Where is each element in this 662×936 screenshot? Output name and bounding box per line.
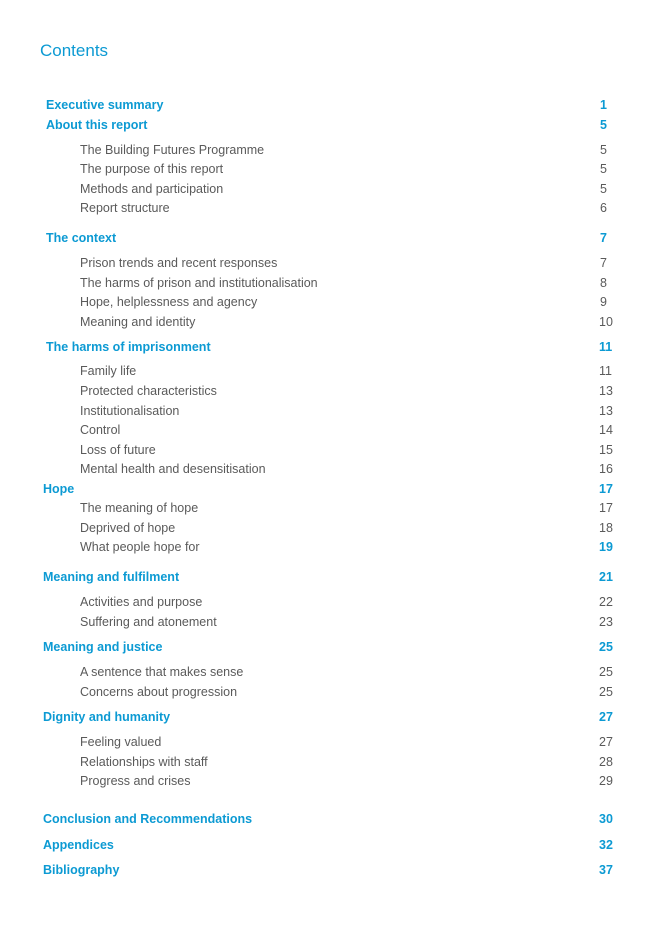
toc-subsection-entry[interactable]: [0, 182, 662, 200]
toc-entry-label: Hope: [43, 482, 75, 496]
toc-entry-label: Dignity and humanity: [43, 710, 171, 724]
toc-subsection-entry[interactable]: [0, 615, 662, 633]
page-title: Contents: [40, 41, 109, 60]
toc-entry-label: Family life: [80, 364, 137, 378]
toc-entry-label: Activities and purpose: [80, 595, 203, 609]
toc-entry-page-number: 23: [599, 615, 613, 629]
toc-entry-page-number: 1: [600, 98, 607, 112]
toc-entry-label: Institutionalisation: [80, 404, 180, 418]
toc-entry-label: Control: [80, 423, 121, 437]
toc-entry-page-number: 10: [599, 315, 613, 329]
toc-section-entry[interactable]: [0, 231, 662, 249]
toc-entry-page-number: 7: [600, 256, 607, 270]
toc-subsection-entry[interactable]: [0, 276, 662, 294]
toc-entry-page-number: 11: [599, 364, 612, 378]
toc-section-entry[interactable]: [0, 640, 662, 658]
toc-section-entry[interactable]: [0, 863, 662, 881]
toc-subsection-entry[interactable]: [0, 755, 662, 773]
toc-subsection-entry[interactable]: [0, 162, 662, 180]
toc-entry-label: Loss of future: [80, 443, 156, 457]
toc-entry-label: Appendices: [43, 838, 114, 852]
toc-entry-page-number: 15: [599, 443, 613, 457]
toc-entry-label: Meaning and identity: [80, 315, 196, 329]
toc-subsection-entry[interactable]: [0, 315, 662, 333]
toc-entry-label: Mental health and desensitisation: [80, 462, 266, 476]
toc-section-entry[interactable]: [0, 710, 662, 728]
toc-section-entry[interactable]: [0, 118, 662, 136]
toc-subsection-entry[interactable]: [0, 404, 662, 422]
toc-entry-page-number: 5: [600, 182, 607, 196]
toc-entry-label: Protected characteristics: [80, 384, 217, 398]
toc-subsection-entry[interactable]: [0, 443, 662, 461]
toc-entry-page-number: 28: [599, 755, 613, 769]
toc-subsection-entry[interactable]: [0, 423, 662, 441]
toc-entry-page-number: 14: [599, 423, 613, 437]
toc-entry-page-number: 13: [599, 404, 613, 418]
toc-entry-page-number: 9: [600, 295, 607, 309]
toc-section-entry[interactable]: [0, 482, 662, 500]
toc-subsection-entry[interactable]: [0, 735, 662, 753]
toc-subsection-entry[interactable]: [0, 201, 662, 219]
toc-section-entry[interactable]: [0, 570, 662, 588]
toc-subsection-entry[interactable]: [0, 256, 662, 274]
toc-entry-page-number: 25: [599, 685, 613, 699]
toc-entry-label: Methods and participation: [80, 182, 224, 196]
toc-entry-label: Report structure: [80, 201, 170, 215]
toc-entry-page-number: 25: [599, 665, 613, 679]
toc-entry-label: The harms of prison and institutionalisation: [80, 276, 318, 290]
toc-entry-page-number: 18: [599, 521, 613, 535]
toc-subsection-entry[interactable]: [0, 774, 662, 792]
toc-entry-page-number: 32: [599, 838, 613, 852]
toc-entry-page-number: 5: [600, 118, 607, 132]
toc-entry-label: Bibliography: [43, 863, 120, 877]
toc-entry-label: Relationships with staff: [80, 755, 208, 769]
toc-subsection-entry[interactable]: [0, 462, 662, 480]
toc-entry-page-number: 17: [599, 501, 613, 515]
toc-entry-page-number: 5: [600, 143, 607, 157]
toc-entry-page-number: 27: [599, 735, 613, 749]
toc-entry-label: Hope, helplessness and agency: [80, 295, 258, 309]
toc-subsection-entry[interactable]: [0, 501, 662, 519]
toc-subsection-entry[interactable]: [0, 665, 662, 683]
toc-entry-page-number: 16: [599, 462, 613, 476]
toc-entry-label: The meaning of hope: [80, 501, 199, 515]
toc-entry-page-number: 25: [599, 640, 613, 654]
toc-subsection-entry[interactable]: [0, 685, 662, 703]
toc-entry-label: The harms of imprisonment: [46, 340, 211, 354]
toc-subsection-entry[interactable]: [0, 384, 662, 402]
toc-entry-page-number: 19: [599, 540, 613, 554]
toc-entry-label: The context: [46, 231, 117, 245]
toc-entry-page-number: 37: [599, 863, 613, 877]
toc-section-entry[interactable]: [0, 812, 662, 830]
toc-section-entry[interactable]: [0, 340, 662, 358]
toc-subsection-entry[interactable]: [0, 364, 662, 382]
toc-entry-page-number: 21: [599, 570, 613, 584]
toc-entry-label: Meaning and fulfilment: [43, 570, 180, 584]
toc-entry-label: Deprived of hope: [80, 521, 176, 535]
toc-entry-label: Conclusion and Recommendations: [43, 812, 253, 826]
toc-section-entry[interactable]: [0, 838, 662, 856]
toc-entry-label: The Building Futures Programme: [80, 143, 265, 157]
toc-entry-page-number: 30: [599, 812, 613, 826]
toc-subsection-entry[interactable]: [0, 143, 662, 161]
toc-subsection-entry[interactable]: [0, 540, 662, 558]
toc-section-entry[interactable]: [0, 98, 662, 116]
toc-entry-label: The purpose of this report: [80, 162, 224, 176]
toc-entry-page-number: 22: [599, 595, 613, 609]
toc-entry-label: Concerns about progression: [80, 685, 238, 699]
toc-entry-page-number: 6: [600, 201, 607, 215]
toc-entry-label: A sentence that makes sense: [80, 665, 244, 679]
toc-entry-label: Meaning and justice: [43, 640, 163, 654]
toc-entry-page-number: 17: [599, 482, 613, 496]
toc-subsection-entry[interactable]: [0, 595, 662, 613]
toc-entry-page-number: 7: [600, 231, 607, 245]
toc-subsection-entry[interactable]: [0, 295, 662, 313]
toc-entry-label: Progress and crises: [80, 774, 191, 788]
toc-entry-page-number: 29: [599, 774, 613, 788]
toc-entry-page-number: 11: [599, 340, 613, 354]
toc-entry-label: Feeling valued: [80, 735, 162, 749]
toc-entry-page-number: 5: [600, 162, 607, 176]
toc-entry-label: Prison trends and recent responses: [80, 256, 278, 270]
toc-entry-label: Suffering and atonement: [80, 615, 217, 629]
toc-entry-label: What people hope for: [80, 540, 200, 554]
toc-entry-page-number: 27: [599, 710, 613, 724]
toc-entry-page-number: 8: [600, 276, 607, 290]
toc-entry-label: About this report: [46, 118, 148, 132]
toc-entry-page-number: 13: [599, 384, 613, 398]
toc-subsection-entry[interactable]: [0, 521, 662, 539]
toc-entry-label: Executive summary: [46, 98, 164, 112]
